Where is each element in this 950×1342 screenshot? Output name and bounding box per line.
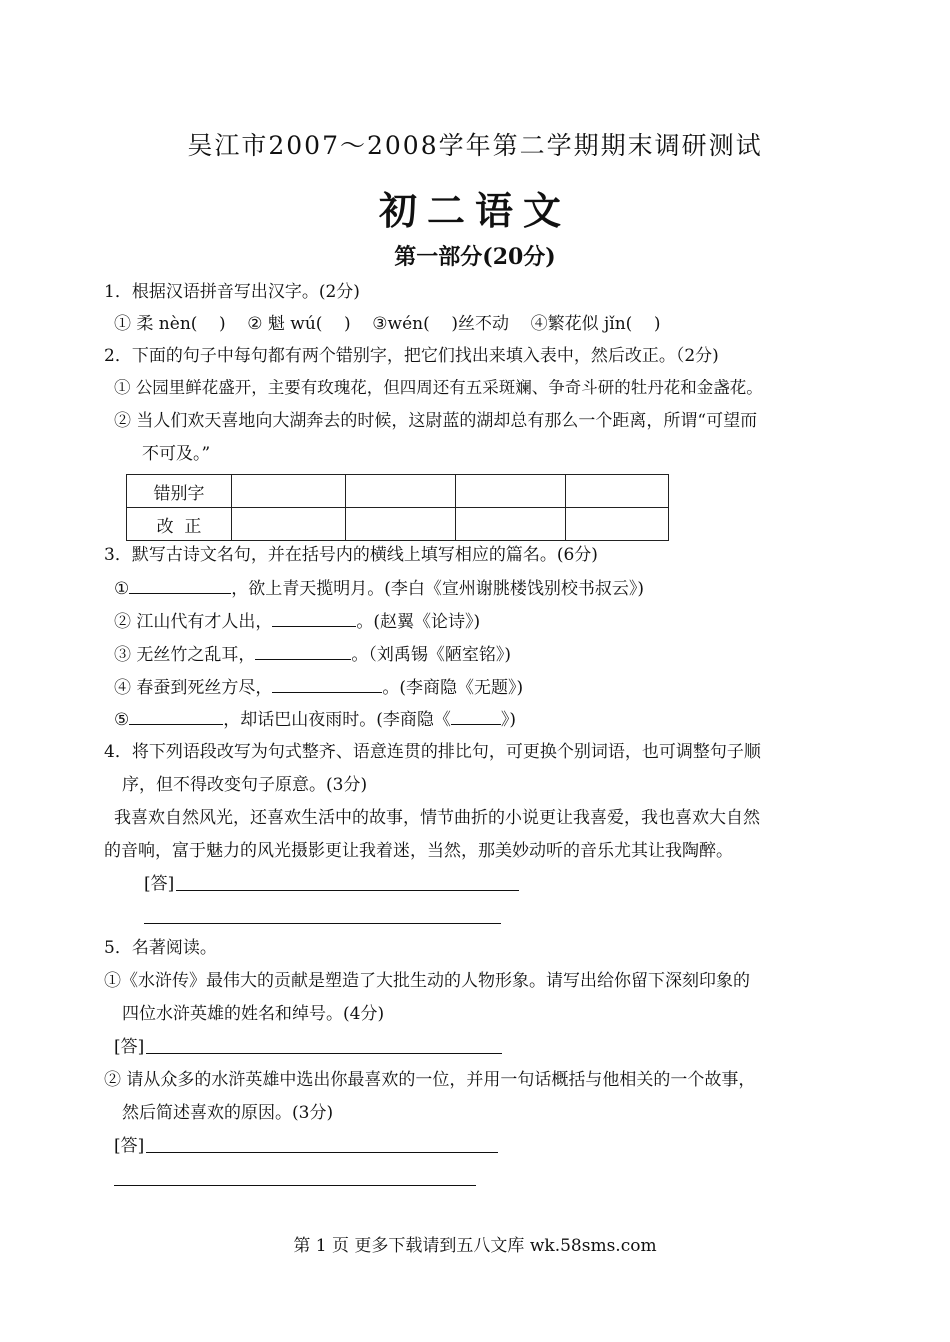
answer-cell[interactable] (456, 508, 566, 541)
q4-answer-label: [答] (144, 874, 175, 894)
q5-answer-label-2: [答] (114, 1136, 145, 1156)
page-footer: 第 1 页 更多下载请到五八文库 wk.58sms.com (293, 1236, 657, 1256)
q2-stem: 2．下面的句子中每句都有两个错别字，把它们找出来填入表中，然后改正。（2分) (104, 346, 719, 366)
q3-item-1 (114, 577, 644, 600)
q3-item-5-close: 》) (500, 710, 517, 730)
q4-stem-a: 4．将下列语段改写为句式整齐、语意连贯的排比句，可更换个别词语，也可调整句子顺 (104, 742, 761, 762)
q5-sub2-b: 然后简述喜欢的原因。(3分) (122, 1103, 334, 1123)
answer-cell[interactable] (346, 508, 456, 541)
q3-item-3-text: ③ 无丝竹之乱耳， (114, 645, 256, 665)
answer-line[interactable] (114, 1185, 476, 1186)
q3-stem: 3．默写古诗文名句，并在括号内的横线上填写相应的篇名。(6分) (104, 545, 598, 565)
answer-line[interactable] (176, 890, 519, 891)
q3-item-5-text: ，却话巴山夜雨时。(李商隐《 (223, 710, 451, 730)
q3-item-5-num: ⑤ (114, 710, 130, 730)
table-header-correct: 改 正 (127, 508, 232, 541)
q1-stem: 1．根据汉语拼音写出汉字。(2分) (104, 282, 360, 302)
answer-line[interactable] (144, 923, 501, 924)
q3-item-2-text: ② 江山代有才人出， (114, 612, 273, 632)
q5-answer-label-1: [答] (114, 1037, 145, 1057)
q3-item-4 (114, 676, 523, 699)
exam-title: 吴江市2007～2008学年第二学期期末调研测试 (187, 131, 763, 160)
q3-item-2 (114, 610, 480, 633)
q5-sub2-a: ② 请从众多的水浒英雄中选出你最喜欢的一位，并用一句话概括与他相关的一个故事， (104, 1070, 756, 1090)
q4-stem-b: 序，但不得改变句子原意。(3分) (122, 775, 368, 795)
q3-item-1-text: ，欲上青天揽明月。(李白《宣州谢朓楼饯别校书叔云》) (231, 579, 645, 599)
answer-line[interactable] (146, 1053, 502, 1054)
fill-blank[interactable] (129, 708, 223, 725)
answer-cell[interactable] (346, 475, 456, 508)
answer-cell[interactable] (232, 508, 346, 541)
table-header-wrong: 错别字 (127, 475, 232, 508)
part-heading: 第一部分(20分) (394, 244, 556, 270)
q2-sentence-1: ① 公园里鲜花盛开，主要有玫瑰花，但四周还有五采斑斓、争奇斗研的牡丹花和金盏花。 (114, 378, 763, 397)
fill-blank-title[interactable] (451, 708, 501, 725)
fill-blank[interactable] (255, 643, 351, 660)
q5-sub1-a: ①《水浒传》最伟大的贡献是塑造了大批生动的人物形象。请写出给你留下深刻印象的 (104, 971, 750, 991)
q3-item-4-source: 。(李商隐《无题》) (382, 678, 524, 698)
answer-cell[interactable] (566, 475, 669, 508)
correction-table (126, 474, 669, 541)
fill-blank[interactable] (272, 610, 356, 627)
fill-blank[interactable] (272, 676, 382, 693)
subject-title: 初二语文 (378, 188, 571, 233)
q1-items: ① 柔 nèn( ) ② 魁 wú( ) ③wén( )丝不动 ④繁花似 jǐn( ) (114, 314, 661, 334)
answer-cell[interactable] (232, 475, 346, 508)
q2-sentence-2a: ② 当人们欢天喜地向大湖奔去的时候，这尉蓝的湖却总有那么一个距离，所谓“可望而 (114, 411, 758, 431)
answer-cell[interactable] (566, 508, 669, 541)
answer-cell[interactable] (456, 475, 566, 508)
q4-passage-a: 我喜欢自然风光，还喜欢生活中的故事，情节曲折的小说更让我喜爱，我也喜欢大自然 (114, 808, 760, 828)
table-row (127, 508, 669, 541)
q3-item-1-num: ① (114, 579, 130, 599)
q3-item-3 (114, 643, 511, 666)
q2-sentence-2b: 不可及。” (142, 444, 211, 464)
q5-sub1-b: 四位水浒英雄的姓名和绰号。(4分) (122, 1004, 385, 1024)
table-row (127, 475, 669, 508)
q3-item-2-source: 。(赵翼《论诗》) (356, 612, 481, 632)
q3-item-5 (114, 708, 516, 731)
q3-item-4-text: ④ 春蚕到死丝方尽， (114, 678, 273, 698)
q3-item-3-source: 。（刘禹锡《陋室铭》) (351, 645, 512, 665)
answer-line[interactable] (146, 1152, 498, 1153)
q5-stem: 5．名著阅读。 (104, 938, 217, 958)
q4-passage-b: 的音响，富于魅力的风光摄影更让我着迷，当然，那美妙动听的音乐尤其让我陶醉。 (104, 841, 733, 861)
fill-blank[interactable] (129, 577, 231, 594)
